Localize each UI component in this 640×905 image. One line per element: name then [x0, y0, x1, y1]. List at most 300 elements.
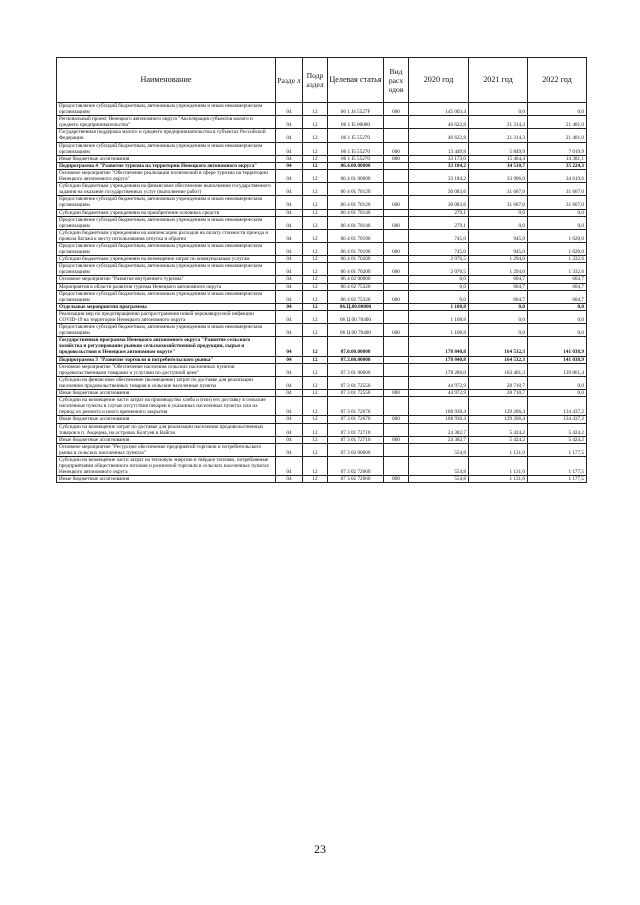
cell-2022: 0,0 — [528, 303, 587, 310]
cell-statya: 06 4 01 70140 — [328, 216, 384, 229]
cell-statya: 06 1 I5 55270 — [328, 155, 384, 162]
header-vid: Вид расх одов — [384, 58, 409, 103]
cell-2022: 31 667,0 — [528, 183, 587, 196]
cell-razdel: 04 — [276, 423, 303, 436]
cell-vid — [384, 363, 409, 376]
cell-2021: 604,7 — [469, 283, 528, 290]
cell-2020: 44 972,9 — [409, 376, 469, 389]
cell-2022: 141 038,9 — [528, 337, 587, 356]
table-row — [57, 416, 587, 423]
table-row — [57, 476, 587, 483]
cell-vid: 600 — [384, 263, 409, 276]
cell-statya: 06 4 01 00000 — [328, 169, 384, 182]
cell-2021: 945,0 — [469, 242, 528, 255]
cell-2020: 0,0 — [409, 283, 469, 290]
cell-2021: 129 266,4 — [469, 416, 528, 423]
cell-name: Иные бюджетные ассигнования — [57, 390, 276, 397]
cell-2021: 15 464,4 — [469, 155, 528, 162]
cell-statya: 06 1 I5 00000 — [328, 116, 384, 129]
cell-2022: 35 224,3 — [528, 162, 587, 169]
cell-statya: 06 4 01 70200 — [328, 256, 384, 263]
cell-razdel: 04 — [276, 356, 303, 363]
table-row — [57, 256, 587, 263]
cell-name: Предоставление субсидий бюджетным, автономным учреждениям и иным некоммерческим организациям — [57, 290, 276, 303]
cell-razdel: 04 — [276, 209, 303, 216]
cell-2021: 33 906,0 — [469, 169, 528, 182]
header-razdel: Разде л — [276, 58, 303, 103]
cell-statya: 06.Ц.00.00000 — [328, 303, 384, 310]
cell-2020: 30 083,6 — [409, 183, 469, 196]
table-row — [57, 303, 587, 310]
cell-2022: 0,0 — [528, 103, 587, 116]
table-row — [57, 337, 587, 356]
cell-vid — [384, 356, 409, 363]
cell-statya: 06 4 01 70190 — [328, 229, 384, 242]
cell-statya: 07 3 02 00000 — [328, 443, 384, 456]
cell-vid — [384, 169, 409, 182]
cell-2021: 0,0 — [469, 103, 528, 116]
table-row — [57, 276, 587, 283]
cell-vid — [384, 283, 409, 290]
cell-name: Основное мероприятие "Обеспечение реализации полномочий в сфере туризма на территории Ненецкого автономного округа" — [57, 169, 276, 182]
table-row — [57, 169, 587, 182]
cell-2022: 1 177,5 — [528, 456, 587, 475]
cell-2020: 2 076,5 — [409, 256, 469, 263]
cell-2022: 134 437,2 — [528, 397, 587, 416]
cell-razdel: 04 — [276, 416, 303, 423]
cell-2022: 604,7 — [528, 283, 587, 290]
cell-statya: 06 Ц 00 70400 — [328, 324, 384, 337]
cell-2021: 0,0 — [469, 324, 528, 337]
cell-razdel: 04 — [276, 116, 303, 129]
cell-2021: 0,0 — [469, 303, 528, 310]
cell-2022: 0,0 — [528, 216, 587, 229]
cell-2020: 108 930,4 — [409, 397, 469, 416]
cell-razdel: 04 — [276, 263, 303, 276]
table-row — [57, 116, 587, 129]
cell-2020: 46 622,8 — [409, 116, 469, 129]
cell-name: Отдельные мероприятия программы — [57, 303, 276, 310]
cell-vid — [384, 303, 409, 310]
cell-razdel: 04 — [276, 183, 303, 196]
cell-vid: 600 — [384, 290, 409, 303]
header-2022: 2022 год — [528, 58, 587, 103]
cell-name: Иные бюджетные ассигнования — [57, 436, 276, 443]
cell-2021: 31 667,0 — [469, 183, 528, 196]
cell-2021: 1 294,0 — [469, 263, 528, 276]
cell-razdel: 04 — [276, 290, 303, 303]
cell-razdel: 04 — [276, 376, 303, 389]
cell-2021: 5 849,9 — [469, 142, 528, 155]
cell-statya: 06 4 01 70120 — [328, 196, 384, 209]
cell-podrazdel: 12 — [303, 103, 328, 116]
cell-name: Предоставление субсидий бюджетным, автономным учреждениям и иным некоммерческим организациям — [57, 142, 276, 155]
cell-podrazdel: 12 — [303, 310, 328, 323]
cell-2020: 279,1 — [409, 216, 469, 229]
table-row — [57, 363, 587, 376]
header-2021: 2021 год — [469, 58, 528, 103]
cell-2020: 145 003,4 — [409, 103, 469, 116]
cell-podrazdel: 12 — [303, 256, 328, 263]
cell-vid: 800 — [384, 476, 409, 483]
cell-razdel: 04 — [276, 303, 303, 310]
cell-statya: 06 4 02 75320 — [328, 283, 384, 290]
cell-name: Субсидии на финансовое обеспечение (возмещение) затрат по доставке для реализации населению продовольственных товаров в сельские населенные пункты — [57, 376, 276, 389]
cell-razdel: 04 — [276, 256, 303, 263]
cell-2021: 0,0 — [469, 216, 528, 229]
cell-2021: 31 667,0 — [469, 196, 528, 209]
cell-podrazdel: 12 — [303, 263, 328, 276]
cell-vid: 600 — [384, 324, 409, 337]
cell-podrazdel: 12 — [303, 303, 328, 310]
cell-2020: 33 184,2 — [409, 169, 469, 182]
cell-name: Предоставление субсидий бюджетным, автономным учреждениям и иным некоммерческим организациям — [57, 196, 276, 209]
header-podrazdel: Подр аздел — [303, 58, 328, 103]
cell-2020: 0,0 — [409, 290, 469, 303]
cell-podrazdel: 12 — [303, 216, 328, 229]
cell-podrazdel: 12 — [303, 376, 328, 389]
cell-vid: 600 — [384, 103, 409, 116]
cell-name: Иные бюджетные ассигнования — [57, 155, 276, 162]
cell-2021: 28 710,7 — [469, 376, 528, 389]
cell-2022: 0,0 — [528, 376, 587, 389]
cell-razdel: 04 — [276, 443, 303, 456]
cell-podrazdel: 12 — [303, 356, 328, 363]
budget-table — [56, 57, 587, 483]
cell-podrazdel: 12 — [303, 443, 328, 456]
cell-podrazdel: 12 — [303, 283, 328, 290]
cell-2020: 46 622,8 — [409, 129, 469, 142]
cell-statya: 07.0.00.00000 — [328, 337, 384, 356]
cell-statya: 06 4 01 70190 — [328, 242, 384, 255]
table-row — [57, 283, 587, 290]
cell-2021: 1 294,0 — [469, 256, 528, 263]
cell-statya: 07 3 01 72670 — [328, 416, 384, 423]
cell-2020: 108 930,4 — [409, 416, 469, 423]
cell-vid: 600 — [384, 216, 409, 229]
cell-2022: 1 332,6 — [528, 263, 587, 276]
table-row — [57, 290, 587, 303]
cell-vid: 800 — [384, 436, 409, 443]
cell-podrazdel: 12 — [303, 229, 328, 242]
cell-2021: 164 532,3 — [469, 356, 528, 363]
cell-name: Субсидии бюджетным учреждениям на компенсацию расходов на оплату стоимости проезда и провоза багажа к месту использования отпуска и обратно — [57, 229, 276, 242]
cell-podrazdel: 12 — [303, 209, 328, 216]
cell-podrazdel: 12 — [303, 456, 328, 475]
cell-2020: 279,1 — [409, 209, 469, 216]
cell-name: Иные бюджетные ассигнования — [57, 416, 276, 423]
cell-2020: 554,8 — [409, 443, 469, 456]
cell-vid — [384, 162, 409, 169]
cell-vid: 600 — [384, 142, 409, 155]
cell-statya: 06 4 01 70140 — [328, 209, 384, 216]
cell-2021: 21 314,3 — [469, 116, 528, 129]
table-row — [57, 162, 587, 169]
cell-2020: 33 184,2 — [409, 162, 469, 169]
cell-razdel: 04 — [276, 162, 303, 169]
cell-vid: 800 — [384, 416, 409, 423]
cell-2022: 0,0 — [528, 390, 587, 397]
cell-2020: 1 108,8 — [409, 324, 469, 337]
cell-name: Государственная поддержка малого и среднего предпринимательства в субъектах Российской Федерации — [57, 129, 276, 142]
cell-2021: 163 401,3 — [469, 363, 528, 376]
table-row — [57, 196, 587, 209]
cell-statya: 06 Ц 00 70400 — [328, 310, 384, 323]
cell-name: Подпрограмма 3 "Развитие торговли и потребительского рынка" — [57, 356, 276, 363]
cell-name: Основное мероприятие "Ресурсное обеспечение предприятий торговли и потребительского рынка в сельских населенных пунктах" — [57, 443, 276, 456]
cell-name: Субсидии на возмещение затрат по доставке для реализации населению продовольственных товаров в п. Амдерма, на островах Колгуев и Вайгач — [57, 423, 276, 436]
cell-name: Предоставление субсидий бюджетным, автономным учреждениям и иным некоммерческим организациям — [57, 216, 276, 229]
cell-razdel: 04 — [276, 436, 303, 443]
cell-podrazdel: 12 — [303, 290, 328, 303]
cell-razdel: 04 — [276, 169, 303, 182]
page-number: 23 — [314, 842, 326, 856]
cell-2021: 5 424,2 — [469, 436, 528, 443]
cell-vid: 600 — [384, 196, 409, 209]
cell-podrazdel: 12 — [303, 324, 328, 337]
cell-name: Субсидии бюджетным учреждениям на возмещение затрат по коммунальным услугам — [57, 256, 276, 263]
cell-2022: 21 401,0 — [528, 116, 587, 129]
table-row — [57, 242, 587, 255]
cell-2022: 31 667,0 — [528, 196, 587, 209]
cell-2020: 2 076,5 — [409, 263, 469, 276]
cell-statya: 07 3 01 72710 — [328, 436, 384, 443]
cell-2020: 0,0 — [409, 276, 469, 283]
cell-podrazdel: 12 — [303, 242, 328, 255]
cell-2022: 0,0 — [528, 209, 587, 216]
cell-statya: 07.3.00.00000 — [328, 356, 384, 363]
cell-statya: 07 3 01 72550 — [328, 390, 384, 397]
cell-name: Субсидии бюджетным учреждениям на финансовое обеспечение выполнения государственного задания на оказание государственных услуг (выполнение работ) — [57, 183, 276, 196]
table-row — [57, 183, 587, 196]
cell-2020: 554,8 — [409, 476, 469, 483]
table-row — [57, 209, 587, 216]
cell-podrazdel: 12 — [303, 196, 328, 209]
cell-2022: 34 619,6 — [528, 169, 587, 182]
cell-2020: 554,8 — [409, 456, 469, 475]
cell-vid — [384, 256, 409, 263]
cell-razdel: 04 — [276, 363, 303, 376]
table-row — [57, 310, 587, 323]
cell-2022: 1 620,0 — [528, 242, 587, 255]
header-2020: 2020 год — [409, 58, 469, 103]
cell-podrazdel: 12 — [303, 116, 328, 129]
cell-vid — [384, 456, 409, 475]
cell-razdel: 04 — [276, 229, 303, 242]
table-row — [57, 390, 587, 397]
cell-statya: 06 1 I5 55270 — [328, 142, 384, 155]
cell-statya: 06 1 I5 55270 — [328, 129, 384, 142]
cell-razdel: 04 — [276, 142, 303, 155]
cell-razdel: 04 — [276, 155, 303, 162]
cell-podrazdel: 12 — [303, 129, 328, 142]
cell-2022: 139 861,4 — [528, 363, 587, 376]
table-row — [57, 423, 587, 436]
cell-2020: 44 972,9 — [409, 390, 469, 397]
cell-2022: 1 177,5 — [528, 476, 587, 483]
table-row — [57, 456, 587, 475]
cell-vid — [384, 116, 409, 129]
table-header-row — [57, 58, 587, 103]
cell-2021: 164 532,3 — [469, 337, 528, 356]
cell-razdel: 04 — [276, 397, 303, 416]
cell-podrazdel: 12 — [303, 363, 328, 376]
table-row — [57, 356, 587, 363]
cell-razdel: 04 — [276, 276, 303, 283]
table-row — [57, 229, 587, 242]
budget-table-sheet — [56, 57, 586, 483]
cell-2021: 945,0 — [469, 229, 528, 242]
cell-name: Субсидии на возмещение части затрат на тепловую энергию и твёрдое топливо, потребляемые предприятиями общественного питания и розничной торговли в сельских населенных пунктах Ненецкого автономного округа — [57, 456, 276, 475]
cell-podrazdel: 12 — [303, 436, 328, 443]
cell-2021: 21 314,3 — [469, 129, 528, 142]
cell-name: Предоставление субсидий бюджетным, автономным учреждениям и иным некоммерческим организациям — [57, 263, 276, 276]
cell-name: Основное мероприятие "Развитие внутреннего туризма" — [57, 276, 276, 283]
cell-2020: 745,0 — [409, 242, 469, 255]
cell-2022: 0,0 — [528, 310, 587, 323]
cell-razdel: 04 — [276, 216, 303, 229]
cell-name: Предоставление субсидий бюджетным, автономным учреждениям и иным некоммерческим организациям — [57, 324, 276, 337]
cell-2021: 1 131,0 — [469, 476, 528, 483]
cell-vid — [384, 423, 409, 436]
cell-2020: 30 083,6 — [409, 196, 469, 209]
cell-razdel: 04 — [276, 390, 303, 397]
cell-2022: 134 437,2 — [528, 416, 587, 423]
cell-2022: 1 620,0 — [528, 229, 587, 242]
cell-podrazdel: 12 — [303, 397, 328, 416]
cell-statya: 07 3 02 72660 — [328, 476, 384, 483]
cell-2020: 1 108,8 — [409, 303, 469, 310]
cell-2022: 7 019,9 — [528, 142, 587, 155]
cell-2020: 24 382,7 — [409, 423, 469, 436]
cell-2022: 5 424,2 — [528, 436, 587, 443]
cell-name: Предоставление субсидий бюджетным, автономным учреждениям и иным некоммерческим организациям — [57, 103, 276, 116]
cell-razdel: 04 — [276, 476, 303, 483]
cell-name: Региональный проект Ненецкого автономного округа "Акселерация субъектов малого и среднего предпринимательства" — [57, 116, 276, 129]
cell-2021: 1 131,0 — [469, 456, 528, 475]
cell-2022: 1 332,6 — [528, 256, 587, 263]
cell-2021: 604,7 — [469, 290, 528, 303]
cell-podrazdel: 12 — [303, 476, 328, 483]
cell-podrazdel: 12 — [303, 183, 328, 196]
cell-2022: 141 038,9 — [528, 356, 587, 363]
cell-2020: 745,0 — [409, 229, 469, 242]
table-row — [57, 155, 587, 162]
cell-podrazdel: 12 — [303, 162, 328, 169]
table-row — [57, 436, 587, 443]
cell-vid: 800 — [384, 155, 409, 162]
cell-2020: 178 286,0 — [409, 363, 469, 376]
cell-2021: 0,0 — [469, 209, 528, 216]
cell-podrazdel: 12 — [303, 155, 328, 162]
cell-statya: 07 3 01 72710 — [328, 423, 384, 436]
cell-2021: 1 131,0 — [469, 443, 528, 456]
cell-2020: 24 382,7 — [409, 436, 469, 443]
cell-podrazdel: 12 — [303, 337, 328, 356]
cell-name: Субсидии на возмещение части затрат на производство хлеба и (или) его доставку в сельские населенные пункты в случае отсутствия пекарен в указанных населенных пунктах или на период их ремонта и иного временного закрытия — [57, 397, 276, 416]
cell-name: Реализация мер по предотвращению распространения новой коронавирусной инфекции COVID-19 на территории Ненецкого автономного округа — [57, 310, 276, 323]
cell-podrazdel: 12 — [303, 423, 328, 436]
cell-name: Субсидии бюджетным учреждениям на приобретение основных средств — [57, 209, 276, 216]
cell-vid — [384, 183, 409, 196]
table-row — [57, 443, 587, 456]
table-row — [57, 324, 587, 337]
cell-2020: 33 173,0 — [409, 155, 469, 162]
cell-vid — [384, 376, 409, 389]
cell-statya: 07 3 02 72660 — [328, 456, 384, 475]
cell-2022: 14 381,1 — [528, 155, 587, 162]
cell-podrazdel: 12 — [303, 390, 328, 397]
cell-2022: 0,0 — [528, 324, 587, 337]
cell-podrazdel: 12 — [303, 169, 328, 182]
cell-statya: 06 4 01 70120 — [328, 183, 384, 196]
table-row — [57, 216, 587, 229]
cell-vid — [384, 276, 409, 283]
cell-2021: 604,7 — [469, 276, 528, 283]
cell-vid: 800 — [384, 390, 409, 397]
cell-razdel: 04 — [276, 337, 303, 356]
cell-name: Иные бюджетные ассигнования — [57, 476, 276, 483]
cell-2022: 604,7 — [528, 276, 587, 283]
cell-statya: 07 3 01 72550 — [328, 376, 384, 389]
cell-razdel: 04 — [276, 103, 303, 116]
cell-2022: 5 424,2 — [528, 423, 587, 436]
cell-statya: 06 4 02 00000 — [328, 276, 384, 283]
cell-razdel: 04 — [276, 283, 303, 290]
cell-2022: 604,7 — [528, 290, 587, 303]
table-row — [57, 376, 587, 389]
cell-statya: 06 4 02 75320 — [328, 290, 384, 303]
cell-vid — [384, 337, 409, 356]
table-row — [57, 129, 587, 142]
cell-name: Государственная программа Ненецкого автономного округа "Развитие сельского хозяйства и регулирование рынков сельскохозяйственной продукции, сырья и продовольствия в Ненецком автономном округе" — [57, 337, 276, 356]
cell-name: Подпрограмма 4 "Развитие туризма на территории Ненецкого автономного округа" — [57, 162, 276, 169]
cell-razdel: 04 — [276, 242, 303, 255]
cell-vid — [384, 443, 409, 456]
cell-2020: 178 840,8 — [409, 337, 469, 356]
cell-podrazdel: 12 — [303, 142, 328, 155]
cell-vid — [384, 129, 409, 142]
cell-vid — [384, 209, 409, 216]
cell-2020: 1 108,8 — [409, 310, 469, 323]
cell-2020: 178 840,8 — [409, 356, 469, 363]
header-name: Наименование — [57, 58, 276, 103]
cell-razdel: 04 — [276, 456, 303, 475]
cell-statya: 06 4 01 70200 — [328, 263, 384, 276]
cell-name: Мероприятия в области развития туризма Ненецкого автономного округа — [57, 283, 276, 290]
cell-podrazdel: 12 — [303, 276, 328, 283]
table-row — [57, 263, 587, 276]
table-row — [57, 397, 587, 416]
cell-podrazdel: 12 — [303, 416, 328, 423]
cell-statya: 06.4.00.00000 — [328, 162, 384, 169]
cell-vid — [384, 310, 409, 323]
cell-vid — [384, 229, 409, 242]
cell-statya: 07 3 01 00000 — [328, 363, 384, 376]
cell-2021: 28 710,7 — [469, 390, 528, 397]
cell-statya: 06 1 J4 5527F — [328, 103, 384, 116]
cell-2021: 5 424,2 — [469, 423, 528, 436]
cell-2021: 34 510,7 — [469, 162, 528, 169]
cell-2022: 1 177,5 — [528, 443, 587, 456]
cell-razdel: 04 — [276, 310, 303, 323]
cell-razdel: 04 — [276, 129, 303, 142]
cell-vid — [384, 397, 409, 416]
cell-2021: 0,0 — [469, 310, 528, 323]
table-row — [57, 103, 587, 116]
header-statya: Целевая статья — [328, 58, 384, 103]
table-row — [57, 142, 587, 155]
